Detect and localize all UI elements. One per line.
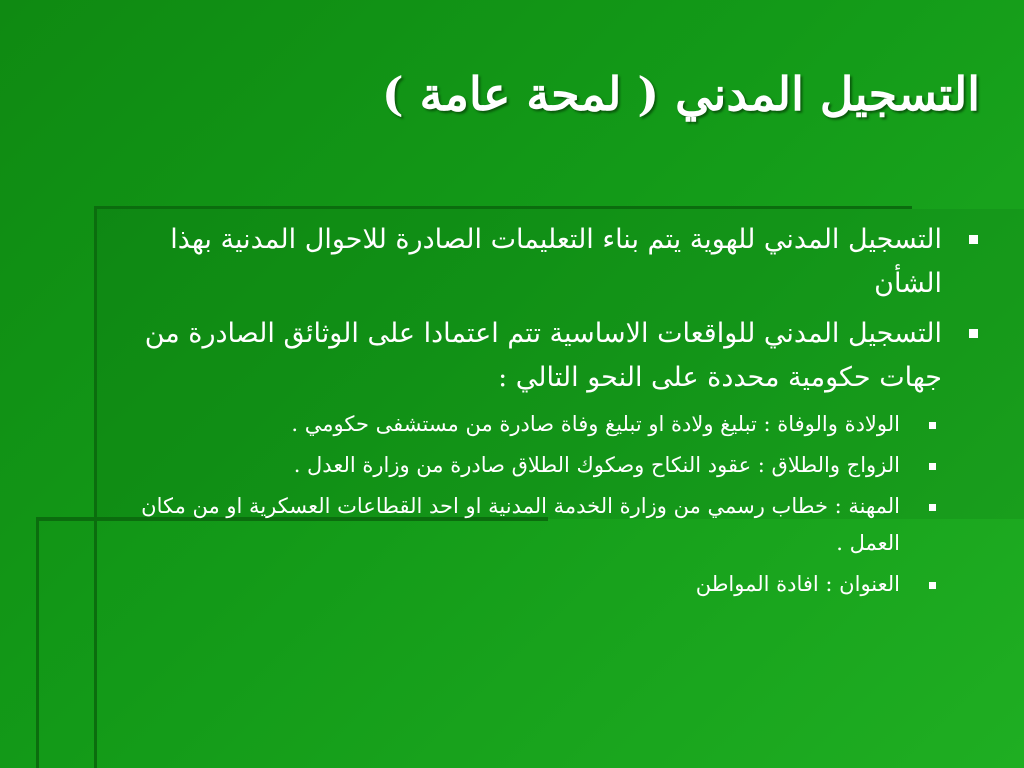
square-bullet-icon: [929, 463, 936, 470]
sub-bullet-text: العنوان : افادة المواطن: [695, 572, 900, 596]
bullet-item: [102, 218, 982, 306]
square-bullet-icon: [929, 422, 936, 429]
square-bullet-icon: [969, 235, 978, 244]
bullet-text: التسجيل المدني للهوية يتم بناء التعليمات الصادرة للاحوال المدنية بهذا الشأن: [170, 224, 942, 299]
decorative-line-top: [94, 206, 912, 209]
slide-content: [102, 218, 982, 607]
bullet-text: التسجيل المدني للواقعات الاساسية تتم اعتمادا على الوثائق الصادرة من جهات حكومية محددة على النحو التالي :: [144, 318, 942, 393]
sub-bullet-item: [102, 488, 942, 562]
decorative-line-lower-left: [36, 519, 39, 768]
sub-bullet-item: [102, 447, 942, 484]
decorative-line-left: [94, 206, 97, 768]
sub-bullet-text: الولادة والوفاة : تبليغ ولادة او تبليغ وفاة صادرة من مستشفى حكومي .: [291, 412, 900, 436]
sub-bullet-text: المهنة : خطاب رسمي من وزارة الخدمة المدنية او احد القطاعات العسكرية او من مكان العمل .: [141, 494, 900, 555]
bullet-item: [102, 312, 982, 400]
slide-title: التسجيل المدني ( لمحة عامة ): [381, 67, 980, 121]
square-bullet-icon: [929, 504, 936, 511]
square-bullet-icon: [969, 329, 978, 338]
square-bullet-icon: [929, 582, 936, 589]
sub-bullet-text: الزواج والطلاق : عقود النكاح وصكوك الطلاق صادرة من وزارة العدل .: [293, 453, 900, 477]
sub-bullet-item: [102, 406, 942, 443]
sub-bullet-item: [102, 566, 942, 603]
